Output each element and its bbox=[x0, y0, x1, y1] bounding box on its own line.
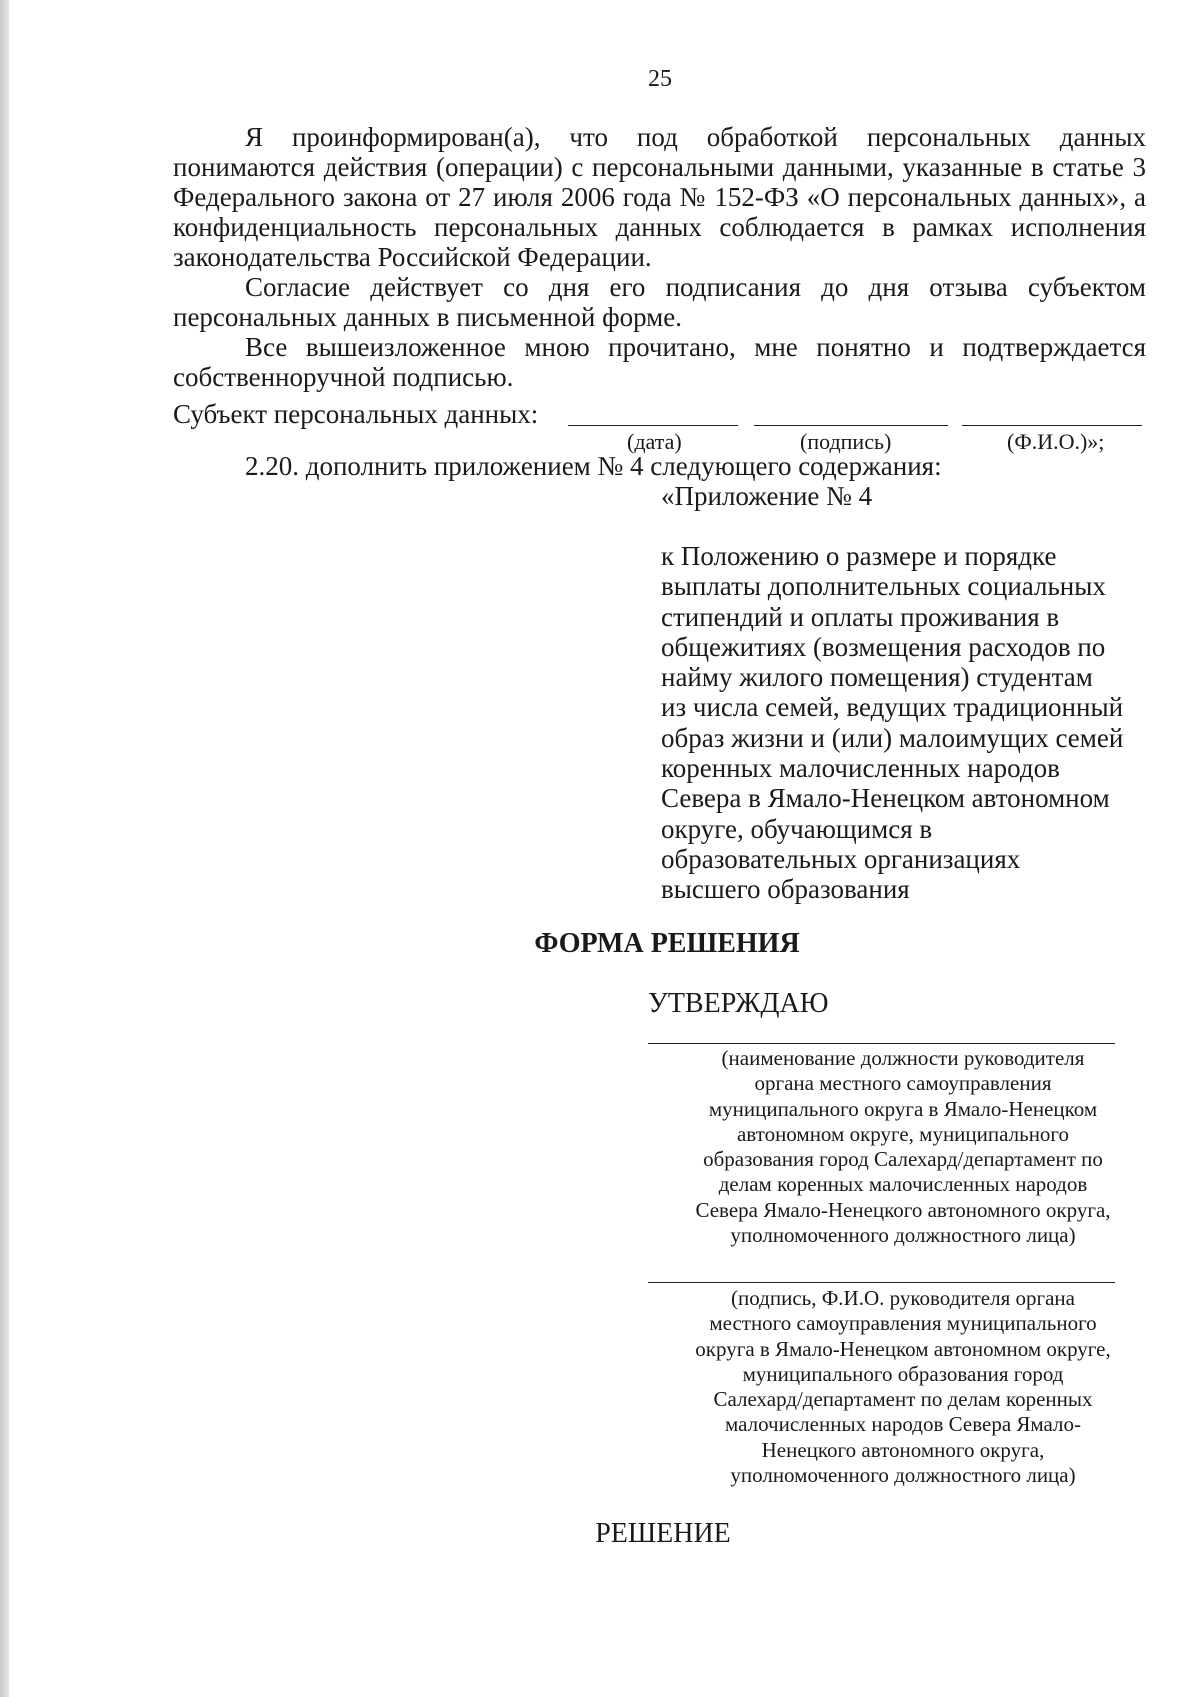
signature-name-caption: (подпись, Ф.И.О. руководителя органа местного самоуправления муниципального округа в Ямало-Ненецком автономном округе, муниципального образования город Салехард/департамент по делам коренных малочисленных народов Севера Ямало- Ненецкого автономного округа, уполномоченного должностного лица) bbox=[695, 1286, 1111, 1488]
signature-name-blank-line bbox=[648, 1282, 1115, 1283]
signature-blank-line bbox=[754, 425, 948, 426]
date-blank-line bbox=[568, 425, 738, 426]
amendment-line: 2.20. дополнить приложением № 4 следующего содержания: bbox=[245, 451, 942, 481]
approve-heading: УТВЕРЖДАЮ bbox=[648, 988, 829, 1019]
decision-heading: РЕШЕНИЕ bbox=[595, 1518, 731, 1549]
name-caption: (Ф.И.О.)»; bbox=[1007, 429, 1105, 454]
date-caption: (дата) bbox=[627, 429, 682, 454]
signature-caption: (подпись) bbox=[800, 429, 892, 454]
subject-label: Субъект персональных данных: bbox=[173, 399, 539, 429]
page-number: 25 bbox=[648, 66, 672, 92]
position-blank-line bbox=[648, 1043, 1115, 1044]
consent-text bbox=[173, 122, 1146, 392]
name-blank-line bbox=[962, 425, 1142, 426]
position-caption: (наименование должности руководителя органа местного самоуправления муниципального округа в Ямало-Ненецком автономном округе, муниципального образования город Салехард/департамент по делам коренных малочисленных народов Севера Ямало-Ненецкого автономного округа, уполномоченного должностного лица) bbox=[695, 1046, 1111, 1248]
appendix-title: «Приложение № 4 bbox=[661, 481, 873, 511]
paragraph-processing-info: Я проинформирован(а), что под обработкой персональных данных понимаются действия (операции) с персональными данными, указанные в статье 3 Федерального закона от 27 июля 2006 года № 152-ФЗ «О персональных данных», а конфиденциальность персональных данных соблюдается в рамках исполнения законодательства Российской Федерации. bbox=[173, 122, 1146, 272]
appendix-description: к Положению о размере и порядке выплаты дополнительных социальных стипендий и оплаты проживания в общежитиях (возмещения расходов по найму жилого помещения) студентам из числа семей, ведущих традиционный образ жизни и (или) малоимущих семей коренных малочисленных народов Севера в Ямало-Ненецком автономном округе, обучающимся в образовательных организациях высшего образования bbox=[661, 541, 1124, 905]
paragraph-confirmation: Все вышеизложенное мною прочитано, мне понятно и подтверждается собственноручной подписью. bbox=[173, 332, 1146, 392]
scan-page-edge bbox=[0, 0, 9, 1697]
paragraph-consent-validity: Согласие действует со дня его подписания до дня отзыва субъектом персональных данных в письменной форме. bbox=[173, 272, 1146, 332]
form-heading: ФОРМА РЕШЕНИЯ bbox=[534, 928, 800, 959]
